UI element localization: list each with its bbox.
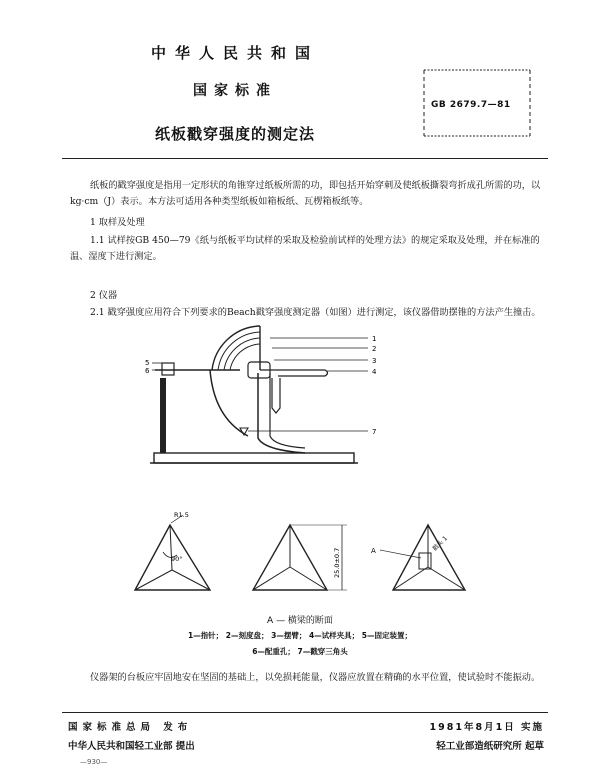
standard-code-box <box>423 68 531 138</box>
header-divider <box>62 158 548 159</box>
dimension-label: 25.0±0.7 <box>333 547 341 578</box>
left-post <box>160 378 166 453</box>
pyramid-tip-view <box>135 511 210 590</box>
installation-paragraph: 仪器架的台板应牢固地安在坚固的基础上，以免损耗能量，仪器应放置在精确的水平位置，使试验时不能振动。 <box>90 672 541 683</box>
section-2-1-paragraph: 2.1 戳穿强度应用符合下列要求的Beach戳穿强度测定器（如图）进行测定，该仪器借助摆锥的方法产生撞击。 <box>90 307 541 318</box>
label-a: A <box>371 547 376 555</box>
footer-drafted-by: 轻工业部造纸研究所 起草 <box>436 741 544 752</box>
callout-2: 2 <box>372 345 377 353</box>
callout-7: 7 <box>372 428 377 436</box>
intro-paragraph: 纸板的戳穿强度是指用一定形状的角锥穿过纸板所需的功，即包括开始穿刺及使纸板撕裂弯折成孔所需的功，以kg·cm（J）表示。本方法可适用各种类型纸板如箱板纸、瓦楞箱板纸等。 <box>70 180 541 207</box>
callout-1: 1 <box>372 335 377 343</box>
section-2-heading: 2 仪器 <box>90 290 118 301</box>
figure-legend-line-1: 1—指针； 2—刻度盘； 3—摆臂； 4—试样夹具； 5—固定装置； <box>187 631 413 640</box>
callout-4: 4 <box>372 368 377 376</box>
footer-effective-date: 1981年8月1日 实施 <box>429 722 544 733</box>
footer-issued-by: 国家标准总局 发布 <box>68 722 193 733</box>
callout-5: 5 <box>145 359 150 367</box>
page-mark: —930— <box>80 758 108 766</box>
country-name: 中华人民共和国 <box>150 44 319 62</box>
standard-type: 国家标准 <box>193 83 277 99</box>
apparatus-base <box>154 453 354 463</box>
callout-6: 6 <box>145 367 150 375</box>
radius-label: R1.5 <box>174 511 189 519</box>
callout-3: 3 <box>372 357 377 365</box>
pyramid-figures <box>125 505 485 610</box>
pyramid-section-view <box>371 525 465 590</box>
section-1-1-paragraph: 1.1 试样按GB 450—79《纸与纸板平均试样的采取及检验前试样的处理方法》的规定采取及处理，并在标准的温、湿度下进行测定。 <box>70 235 540 262</box>
figure-caption: A — 横梁的断面 <box>267 616 333 626</box>
pendulum-arc <box>210 370 248 436</box>
standard-code: GB 2679.7—81 <box>431 100 511 110</box>
pyramid-dimension-view <box>253 525 347 590</box>
support-column <box>258 373 305 453</box>
figure-legend-line-2: 6—配重孔； 7—戳穿三角头 <box>252 647 348 656</box>
section-1-heading: 1 取样及处理 <box>90 217 145 228</box>
document-title: 纸板戳穿强度的测定法 <box>154 125 315 143</box>
footer-proposed-by: 中华人民共和国轻工业部 提出 <box>68 741 195 752</box>
footer-divider <box>62 712 548 713</box>
apparatus-figure <box>140 318 400 478</box>
angle-label: 90° <box>171 555 183 563</box>
section-note: 戳头 1 <box>431 534 449 553</box>
